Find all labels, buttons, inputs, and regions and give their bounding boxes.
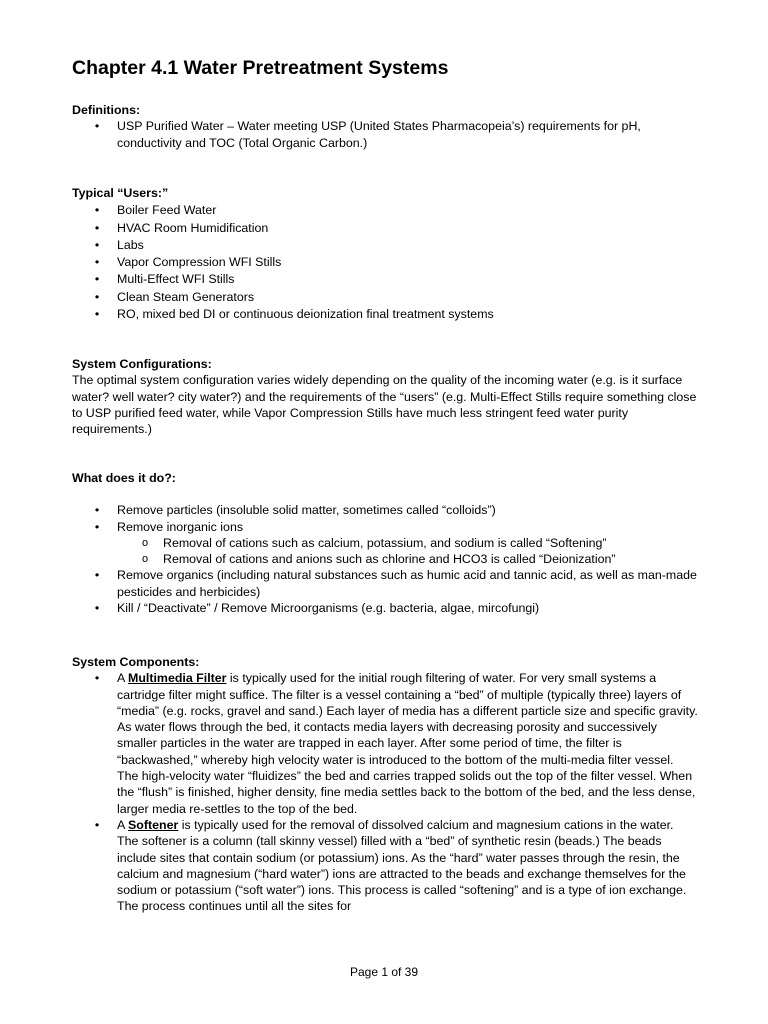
definitions-heading: Definitions: [72,103,141,117]
list-item-text: Remove inorganic ions [117,519,244,534]
list-item-text: Labs [117,237,144,252]
list-item [72,118,698,151]
list-item [72,254,698,271]
softener-term: Softener [128,817,179,832]
sub-list-item-text: Removal of cations and anions such as chlorine and HCO3 is called “Deionization” [163,552,616,567]
configurations-section [72,356,698,437]
sub-list-item [72,535,698,551]
users-section [72,185,698,323]
bullet-icon: • [94,671,100,686]
page-title: Chapter 4.1 Water Pretreatment Systems [72,57,449,79]
bullet-icon: • [94,237,100,252]
multimedia-filter-text: is typically used for the initial rough filtering of water. For very small systems a cartridge filter might suffice. The filter is a vessel containing a “bed” of multiple (typically three) layers of “media” (e.g. rocks, gravel and sand.) Each layer of media has a different particle size and specific gravity. As water flows through the bed, it contacts media layers with decreasing porosity and successively smaller particles in the water are trapped in each layer. After some period of time, the filter is “backwashed,” whereby high velocity water is introduced to the bottom of the multi-media filter vessel. The high-velocity water “fluidizes” the bed and carries trapped solids out the top of the filter vessel. When the “flush” is finished, higher density, fine media settles back to the bottom of the bed, and the less dense, larger media re-settles to the top of the bed. [117,671,698,816]
list-item-text: Remove organics (including natural substances such as humic acid and tannic acid, as well as man-made pesticides and herbicides) [117,568,697,599]
circle-bullet-icon: o [141,553,149,566]
users-list [72,202,698,323]
list-item [72,237,698,254]
list-item [72,306,698,323]
list-item [72,519,698,568]
bullet-icon: • [94,601,100,616]
multimedia-filter-term: Multimedia Filter [128,671,227,686]
bullet-icon: • [94,203,100,218]
list-item-text: Clean Steam Generators [117,289,255,304]
list-item [72,220,698,237]
sub-list [72,535,698,568]
components-heading: System Components: [72,655,200,669]
sub-list-item [72,551,698,567]
list-item [72,670,698,817]
list-item-text: HVAC Room Humidification [117,220,269,235]
components-section [72,654,698,915]
list-item-text: RO, mixed bed DI or continuous deionization final treatment systems [117,307,494,322]
bullet-icon: • [94,307,100,322]
list-item-text: Vapor Compression WFI Stills [117,255,282,270]
components-list [72,670,698,914]
component-prefix: A [117,671,129,686]
what-does-it-do-section [72,470,698,616]
bullet-icon: • [94,220,100,235]
bullet-icon: • [94,519,100,534]
list-item [72,600,698,616]
list-item-text: USP Purified Water – Water meeting USP (United States Pharmacopeia’s) requirements for pH, conductivity and TOC (Total Organic Carbon.) [117,119,641,150]
list-item-text: Remove particles (insoluble solid matter, sometimes called “colloids”) [117,503,496,518]
bullet-icon: • [94,119,100,134]
bullet-icon: • [94,272,100,287]
sub-list-item-text: Removal of cations such as calcium, potassium, and sodium is called “Softening” [163,535,607,550]
bullet-icon: • [94,255,100,270]
configurations-heading: System Configurations: [72,357,212,371]
list-item [72,502,698,518]
bullet-icon: • [94,568,100,583]
bullet-icon: • [94,817,100,832]
list-item-text: Boiler Feed Water [117,203,217,218]
page-footer: Page 1 of 39 [349,965,419,979]
users-heading: Typical “Users:” [72,186,169,200]
bullet-icon: • [94,503,100,518]
component-prefix: A [117,817,129,832]
circle-bullet-icon: o [141,536,149,549]
softener-text: is typically used for the removal of dissolved calcium and magnesium cations in the water. The softener is a column (tall skinny vessel) filled with a “bed” of synthetic resin (beads.) The beads include sites that contain sodium (or potassium) ions. As the “hard” water passes through the resin, the calcium and magnesium (“hard water”) ions are attracted to the beads and exchange themselves for the sodium or potassium (“soft water”) ions. This process is called “softening” and is a type of ion exchange. The process continues until all the sites for [117,817,687,914]
definitions-section [72,102,698,151]
bullet-icon: • [94,289,100,304]
what-does-it-do-heading: What does it do?: [72,471,176,485]
list-item [72,567,698,600]
list-item [72,289,698,306]
definitions-list [72,118,698,151]
list-item [72,202,698,219]
list-item [72,271,698,288]
list-item [72,817,698,915]
list-item-text: Multi-Effect WFI Stills [117,272,235,287]
configurations-text: The optimal system configuration varies widely depending on the quality of the incoming water (e.g. is it surface water? well water? city water?) and the requirements of the “users” (e.g. Multi-Effect Stills require something close to USP purified feed water, while Vapor Compression Stills have much less stringent feed water purity requirements.) [72,373,697,437]
what-does-it-do-list [72,502,698,616]
list-item-text: Kill / “Deactivate” / Remove Microorganisms (e.g. bacteria, algae, mircofungi) [117,601,540,616]
